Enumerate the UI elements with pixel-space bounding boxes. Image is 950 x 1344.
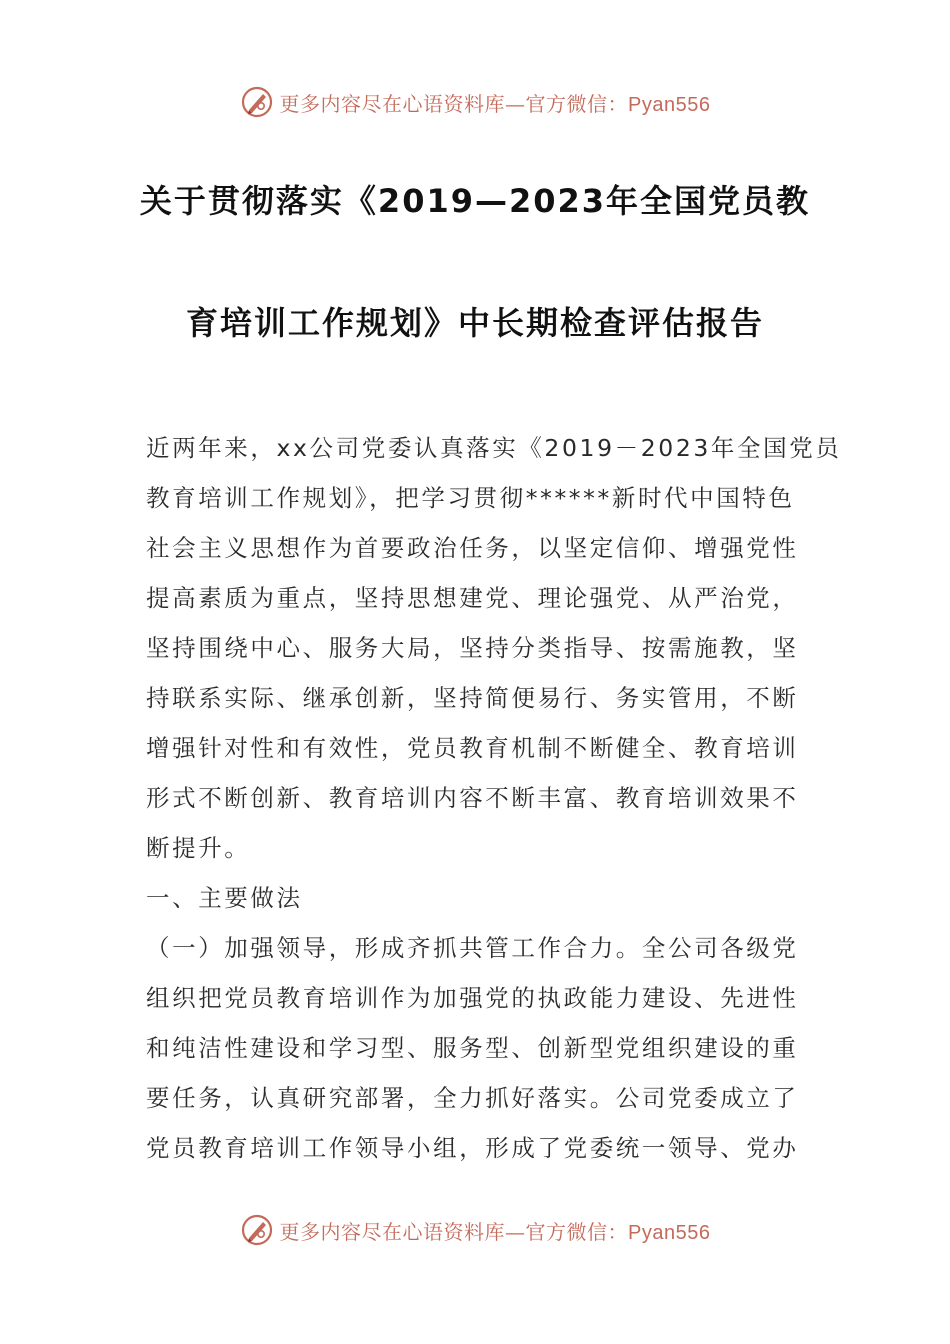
body-line: 近两年来，xx公司党委认真落实《2019－2023年全国党员 [146, 434, 842, 462]
body-line: 坚持围绕中心、服务大局，坚持分类指导、按需施教，坚 [146, 634, 799, 662]
watermark-wechat-id: Pyan556 [628, 93, 711, 116]
body-line: 增强针对性和有效性，党员教育机制不断健全、教育培训 [146, 734, 799, 762]
body-line: 提高素质为重点，坚持思想建党、理论强党、从严治党， [146, 584, 799, 612]
watermark-wechat-id: Pyan556 [628, 1221, 711, 1244]
header-watermark [0, 82, 950, 122]
body-line: 和纯洁性建设和学习型、服务型、创新型党组织建设的重 [146, 1034, 799, 1062]
watermark-text: 更多内容尽在心语资料库—官方微信：Pyan556 [279, 91, 711, 116]
watermark-text: 更多内容尽在心语资料库—官方微信：Pyan556 [279, 1219, 711, 1244]
body-line: 社会主义思想作为首要政治任务，以坚定信仰、增强党性 [146, 534, 799, 562]
body-line: 组织把党员教育培训作为加强党的执政能力建设、先进性 [146, 984, 799, 1012]
body-line: 形式不断创新、教育培训内容不断丰富、教育培训效果不 [146, 784, 799, 812]
body-line: 持联系实际、继承创新，坚持简便易行、务实管用，不断 [146, 684, 799, 712]
document-title-line-1: 关于贯彻落实《2019—2023年全国党员教 [139, 182, 811, 220]
body-line: 教育培训工作规划》，把学习贯彻******新时代中国特色 [146, 484, 795, 512]
body-line: 要任务，认真研究部署，全力抓好落实。公司党委成立了 [146, 1084, 799, 1112]
pen-logo-icon [240, 85, 274, 119]
subsection-line: （一）加强领导，形成齐抓共管工作合力。全公司各级党 [146, 934, 799, 962]
document-title-line-2: 育培训工作规划》中长期检查评估报告 [185, 304, 764, 342]
body-line: 断提升。 [146, 834, 251, 862]
pen-logo-icon [240, 1213, 274, 1247]
footer-watermark [0, 1210, 950, 1250]
section-heading: 一、主要做法 [146, 884, 303, 912]
body-line: 党员教育培训工作领导小组，形成了党委统一领导、党办 [146, 1134, 799, 1162]
